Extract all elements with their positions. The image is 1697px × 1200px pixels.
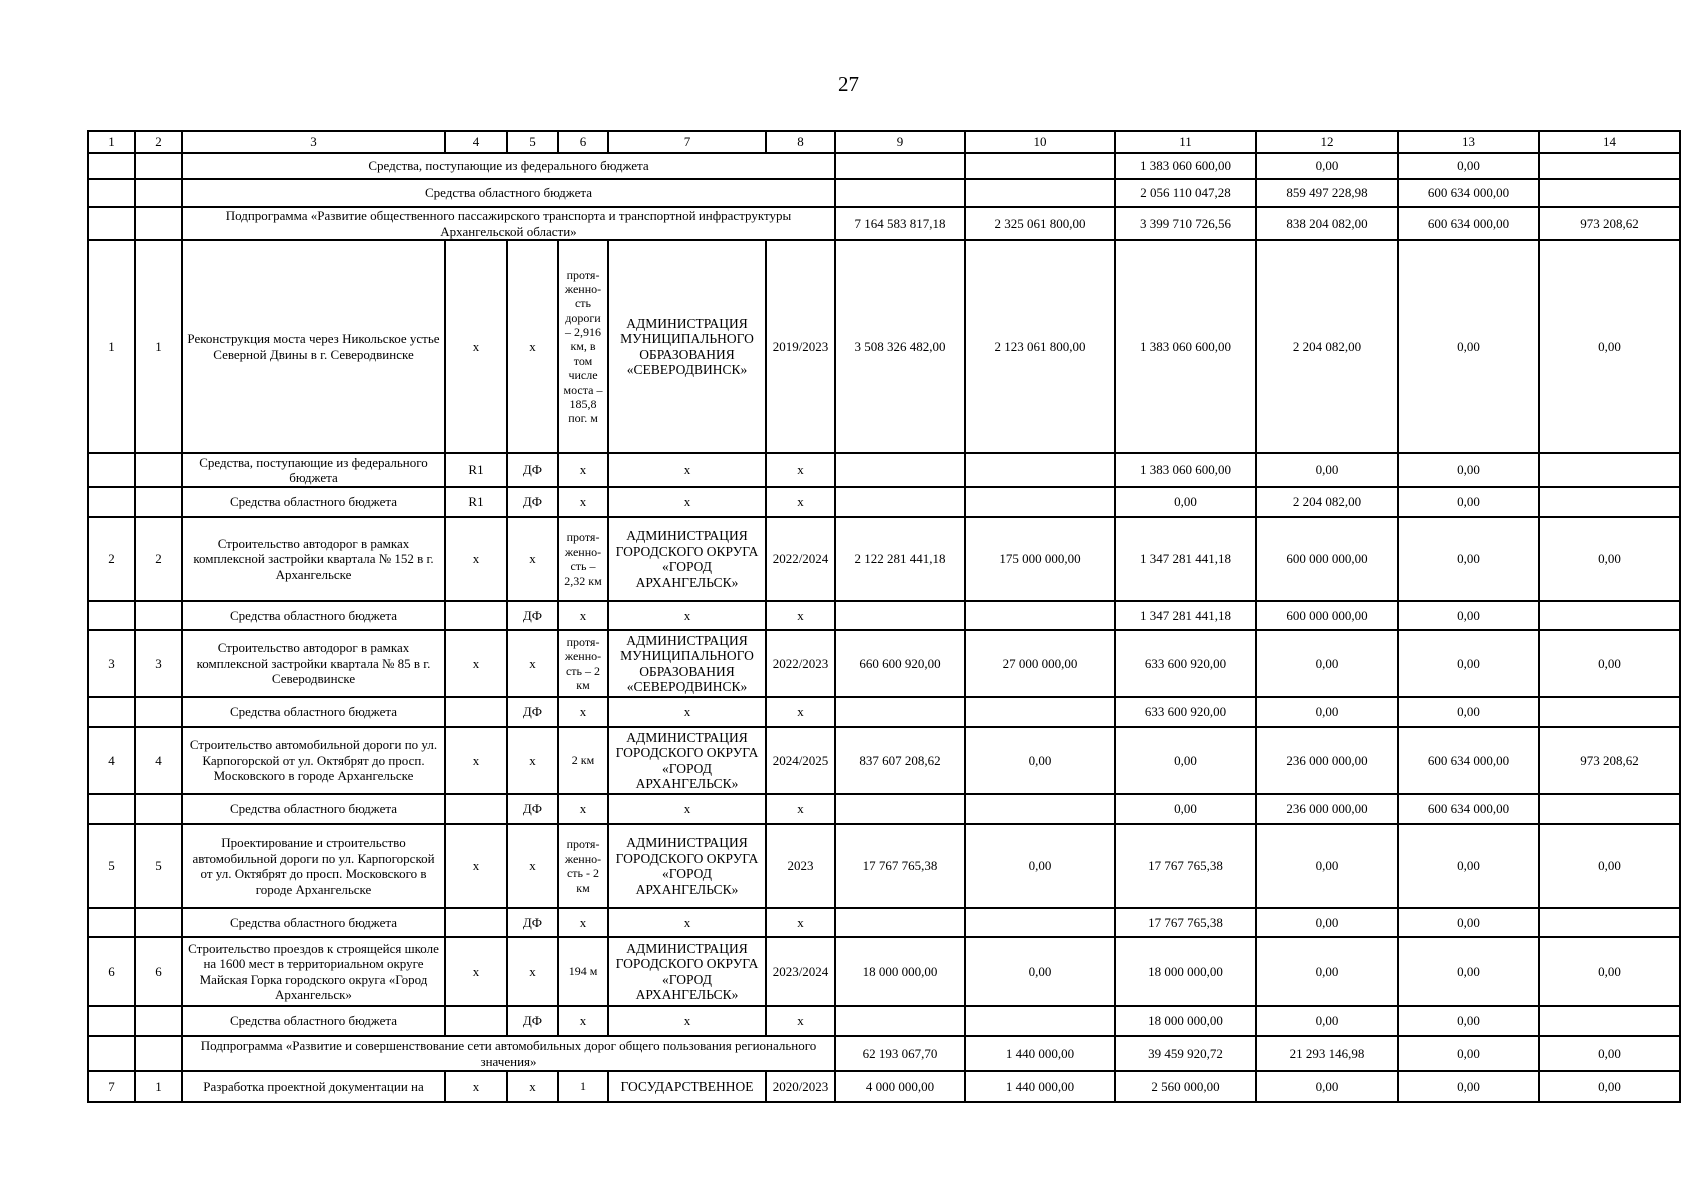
row-number: 1: [88, 240, 135, 453]
amount-cell: 1 383 060 600,00: [1115, 240, 1256, 453]
code-cell: ДФ: [507, 697, 558, 727]
project-row: [88, 1071, 1680, 1102]
code-cell: х: [558, 908, 608, 937]
period-cell: 2020/2023: [766, 1071, 835, 1102]
customer-cell: АДМИНИСТРАЦИЯ ГОРОДСКОГО ОКРУГА «ГОРОД АРХАНГЕЛЬСК»: [608, 517, 766, 601]
header-cell: 10: [965, 131, 1115, 153]
funding-label: Средства областного бюджета: [182, 179, 835, 207]
amount-cell: 0,00: [965, 937, 1115, 1006]
amount-cell: [1539, 453, 1680, 487]
amount-cell: 0,00: [1398, 1006, 1539, 1036]
amount-cell: 0,00: [1256, 908, 1398, 937]
row-number: 6: [88, 937, 135, 1006]
amount-cell: 0,00: [1539, 240, 1680, 453]
amount-cell: [835, 601, 965, 630]
amount-cell: 0,00: [1398, 601, 1539, 630]
code-cell: х: [766, 908, 835, 937]
amount-cell: 21 293 146,98: [1256, 1036, 1398, 1071]
amount-cell: [1539, 179, 1680, 207]
code-cell: х: [558, 697, 608, 727]
code-cell: х: [507, 937, 558, 1006]
amount-cell: 0,00: [1398, 517, 1539, 601]
empty-cell: [88, 153, 135, 179]
row-number: 7: [88, 1071, 135, 1102]
project-name: Проектирование и строительство автомобильной дороги по ул. Карпогорской от ул. Октябрят до просп. Московского в городе Архангельске: [182, 824, 445, 908]
empty-cell: [135, 1036, 182, 1071]
funding-source-row: [88, 908, 1680, 937]
amount-cell: 17 767 765,38: [835, 824, 965, 908]
amount-cell: 0,00: [1398, 1036, 1539, 1071]
empty-cell: [88, 908, 135, 937]
amount-cell: 0,00: [1115, 487, 1256, 517]
amount-cell: 0,00: [1256, 1006, 1398, 1036]
period-cell: 2024/2025: [766, 727, 835, 794]
amount-cell: 0,00: [1539, 1036, 1680, 1071]
amount-cell: 0,00: [1539, 1071, 1680, 1102]
amount-cell: 0,00: [1398, 630, 1539, 697]
header-cell: 3: [182, 131, 445, 153]
code-cell: х: [445, 1071, 507, 1102]
amount-cell: 236 000 000,00: [1256, 794, 1398, 824]
header-cell: 1: [88, 131, 135, 153]
code-cell: х: [608, 794, 766, 824]
sub-number: 3: [135, 630, 182, 697]
amount-cell: 1 440 000,00: [965, 1036, 1115, 1071]
amount-cell: 27 000 000,00: [965, 630, 1115, 697]
code-cell: х: [608, 908, 766, 937]
amount-cell: [965, 697, 1115, 727]
amount-cell: 0,00: [1398, 1071, 1539, 1102]
sub-number: 6: [135, 937, 182, 1006]
project-name: Строительство автодорог в рамках комплексной застройки квартала № 85 в г. Северодвинске: [182, 630, 445, 697]
code-cell: х: [558, 453, 608, 487]
amount-cell: 838 204 082,00: [1256, 207, 1398, 240]
empty-cell: [135, 487, 182, 517]
amount-cell: [965, 908, 1115, 937]
empty-cell: [135, 794, 182, 824]
amount-cell: [965, 794, 1115, 824]
empty-cell: [88, 1036, 135, 1071]
amount-cell: 0,00: [1398, 908, 1539, 937]
amount-cell: [965, 1006, 1115, 1036]
amount-cell: 0,00: [1398, 153, 1539, 179]
amount-cell: 633 600 920,00: [1115, 630, 1256, 697]
amount-cell: 600 634 000,00: [1398, 794, 1539, 824]
period-cell: 2022/2024: [766, 517, 835, 601]
funding-label: Средства областного бюджета: [182, 1006, 445, 1036]
customer-cell: АДМИНИСТРАЦИЯ МУНИЦИПАЛЬНОГО ОБРАЗОВАНИЯ «СЕВЕРОДВИНСК»: [608, 630, 766, 697]
code-cell: ДФ: [507, 487, 558, 517]
project-name: Строительство проездов к строящейся школе на 1600 мест в территориальном округе Майская Горка городского округа «Город Архангельск»: [182, 937, 445, 1006]
amount-cell: [1539, 1006, 1680, 1036]
project-row: [88, 630, 1680, 697]
amount-cell: 18 000 000,00: [835, 937, 965, 1006]
code-cell: х: [507, 240, 558, 453]
project-row: [88, 824, 1680, 908]
amount-cell: 0,00: [1256, 697, 1398, 727]
header-cell: 11: [1115, 131, 1256, 153]
amount-cell: [965, 179, 1115, 207]
amount-cell: [835, 153, 965, 179]
code-cell: х: [766, 1006, 835, 1036]
amount-cell: 0,00: [1256, 453, 1398, 487]
funding-row: [88, 153, 1680, 179]
amount-cell: [1539, 794, 1680, 824]
customer-cell: ГОСУДАРСТВЕННОЕ: [608, 1071, 766, 1102]
amount-cell: 236 000 000,00: [1256, 727, 1398, 794]
funding-label: Средства, поступающие из федерального бюджета: [182, 453, 445, 487]
amount-cell: 859 497 228,98: [1256, 179, 1398, 207]
amount-cell: 0,00: [965, 727, 1115, 794]
customer-cell: АДМИНИСТРАЦИЯ ГОРОДСКОГО ОКРУГА «ГОРОД АРХАНГЕЛЬСК»: [608, 824, 766, 908]
header-cell: 12: [1256, 131, 1398, 153]
code-cell: х: [445, 630, 507, 697]
amount-cell: 3 508 326 482,00: [835, 240, 965, 453]
amount-cell: 0,00: [1398, 937, 1539, 1006]
code-cell: х: [608, 697, 766, 727]
code-cell: х: [445, 824, 507, 908]
code-cell: х: [445, 517, 507, 601]
amount-cell: [965, 487, 1115, 517]
code-cell: [445, 1006, 507, 1036]
amount-cell: 0,00: [1256, 630, 1398, 697]
project-name: Строительство автомобильной дороги по ул. Карпогорской от ул. Октябрят до просп. Московского в городе Архангельске: [182, 727, 445, 794]
funding-label: Средства, поступающие из федерального бюджета: [182, 153, 835, 179]
row-number: 2: [88, 517, 135, 601]
code-cell: х: [507, 517, 558, 601]
subprogram-title: Подпрограмма «Развитие общественного пассажирского транспорта и транспортной инфраструктуры Архангельской области»: [182, 207, 835, 240]
customer-cell: АДМИНИСТРАЦИЯ ГОРОДСКОГО ОКРУГА «ГОРОД АРХАНГЕЛЬСК»: [608, 727, 766, 794]
amount-cell: 0,00: [1398, 697, 1539, 727]
funding-row: [88, 179, 1680, 207]
amount-cell: 0,00: [1539, 517, 1680, 601]
capacity-cell: 1: [558, 1071, 608, 1102]
amount-cell: 175 000 000,00: [965, 517, 1115, 601]
amount-cell: [835, 794, 965, 824]
period-cell: 2023: [766, 824, 835, 908]
amount-cell: [835, 1006, 965, 1036]
capacity-cell: 2 км: [558, 727, 608, 794]
code-cell: х: [558, 1006, 608, 1036]
code-cell: х: [766, 697, 835, 727]
amount-cell: 18 000 000,00: [1115, 1006, 1256, 1036]
amount-cell: 600 634 000,00: [1398, 727, 1539, 794]
amount-cell: 4 000 000,00: [835, 1071, 965, 1102]
amount-cell: 0,00: [1256, 824, 1398, 908]
amount-cell: 973 208,62: [1539, 727, 1680, 794]
amount-cell: 0,00: [1256, 1071, 1398, 1102]
customer-cell: АДМИНИСТРАЦИЯ ГОРОДСКОГО ОКРУГА «ГОРОД АРХАНГЕЛЬСК»: [608, 937, 766, 1006]
empty-cell: [88, 601, 135, 630]
header-cell: 6: [558, 131, 608, 153]
code-cell: х: [608, 487, 766, 517]
amount-cell: 600 634 000,00: [1398, 207, 1539, 240]
period-cell: 2019/2023: [766, 240, 835, 453]
code-cell: х: [766, 487, 835, 517]
subprogram-row: [88, 1036, 1680, 1071]
code-cell: ДФ: [507, 1006, 558, 1036]
code-cell: [445, 601, 507, 630]
code-cell: [445, 908, 507, 937]
sub-number: 4: [135, 727, 182, 794]
code-cell: х: [766, 601, 835, 630]
empty-cell: [88, 179, 135, 207]
sub-number: 1: [135, 1071, 182, 1102]
project-row: [88, 937, 1680, 1006]
empty-cell: [135, 453, 182, 487]
row-number: 3: [88, 630, 135, 697]
amount-cell: 0,00: [1398, 824, 1539, 908]
amount-cell: 1 347 281 441,18: [1115, 601, 1256, 630]
empty-cell: [135, 179, 182, 207]
amount-cell: [835, 179, 965, 207]
amount-cell: 600 634 000,00: [1398, 179, 1539, 207]
code-cell: R1: [445, 453, 507, 487]
capacity-cell: 194 м: [558, 937, 608, 1006]
code-cell: х: [608, 453, 766, 487]
header-row: [88, 131, 1680, 153]
code-cell: х: [445, 937, 507, 1006]
funding-label: Средства областного бюджета: [182, 794, 445, 824]
amount-cell: 2 560 000,00: [1115, 1071, 1256, 1102]
budget-table: [87, 130, 1681, 1103]
header-cell: 13: [1398, 131, 1539, 153]
amount-cell: [835, 453, 965, 487]
amount-cell: 2 325 061 800,00: [965, 207, 1115, 240]
amount-cell: [965, 453, 1115, 487]
funding-source-row: [88, 794, 1680, 824]
amount-cell: 1 440 000,00: [965, 1071, 1115, 1102]
capacity-cell: протяженность дороги – 2,916 км, в том числе моста – 185,8 пог. м: [558, 240, 608, 453]
empty-cell: [88, 1006, 135, 1036]
funding-label: Средства областного бюджета: [182, 908, 445, 937]
amount-cell: [965, 153, 1115, 179]
amount-cell: 0,00: [1115, 727, 1256, 794]
amount-cell: 17 767 765,38: [1115, 908, 1256, 937]
empty-cell: [135, 908, 182, 937]
amount-cell: 2 204 082,00: [1256, 487, 1398, 517]
empty-cell: [135, 153, 182, 179]
capacity-cell: протяженность - 2 км: [558, 824, 608, 908]
amount-cell: 0,00: [1256, 937, 1398, 1006]
code-cell: [445, 794, 507, 824]
amount-cell: 1 383 060 600,00: [1115, 453, 1256, 487]
funding-label: Средства областного бюджета: [182, 697, 445, 727]
amount-cell: 1 347 281 441,18: [1115, 517, 1256, 601]
header-cell: 7: [608, 131, 766, 153]
code-cell: х: [558, 487, 608, 517]
amount-cell: 3 399 710 726,56: [1115, 207, 1256, 240]
amount-cell: [1539, 487, 1680, 517]
subprogram-row: [88, 207, 1680, 240]
page-number: 27: [838, 72, 859, 96]
period-cell: 2022/2023: [766, 630, 835, 697]
code-cell: х: [558, 601, 608, 630]
amount-cell: [1539, 153, 1680, 179]
amount-cell: 0,00: [1256, 153, 1398, 179]
empty-cell: [135, 1006, 182, 1036]
code-cell: х: [608, 1006, 766, 1036]
amount-cell: 39 459 920,72: [1115, 1036, 1256, 1071]
code-cell: х: [558, 794, 608, 824]
code-cell: х: [445, 240, 507, 453]
sub-number: 5: [135, 824, 182, 908]
amount-cell: 1 383 060 600,00: [1115, 153, 1256, 179]
amount-cell: 0,00: [965, 824, 1115, 908]
amount-cell: [835, 487, 965, 517]
amount-cell: 0,00: [1539, 824, 1680, 908]
row-number: 4: [88, 727, 135, 794]
code-cell: ДФ: [507, 908, 558, 937]
amount-cell: 17 767 765,38: [1115, 824, 1256, 908]
amount-cell: [1539, 908, 1680, 937]
customer-cell: АДМИНИСТРАЦИЯ МУНИЦИПАЛЬНОГО ОБРАЗОВАНИЯ «СЕВЕРОДВИНСК»: [608, 240, 766, 453]
amount-cell: [1539, 697, 1680, 727]
empty-cell: [135, 697, 182, 727]
code-cell: х: [766, 453, 835, 487]
project-row: [88, 240, 1680, 453]
code-cell: ДФ: [507, 601, 558, 630]
amount-cell: 18 000 000,00: [1115, 937, 1256, 1006]
funding-source-row: [88, 601, 1680, 630]
amount-cell: 973 208,62: [1539, 207, 1680, 240]
code-cell: ДФ: [507, 453, 558, 487]
funding-source-row: [88, 453, 1680, 487]
amount-cell: 0,00: [1398, 240, 1539, 453]
amount-cell: 0,00: [1398, 487, 1539, 517]
funding-label: Средства областного бюджета: [182, 601, 445, 630]
amount-cell: [965, 601, 1115, 630]
empty-cell: [135, 601, 182, 630]
subprogram-title: Подпрограмма «Развитие и совершенствование сети автомобильных дорог общего пользования регионального значения»: [182, 1036, 835, 1071]
code-cell: х: [507, 727, 558, 794]
row-number: 5: [88, 824, 135, 908]
code-cell: х: [507, 630, 558, 697]
empty-cell: [88, 697, 135, 727]
amount-cell: 2 056 110 047,28: [1115, 179, 1256, 207]
empty-cell: [88, 207, 135, 240]
code-cell: х: [507, 1071, 558, 1102]
capacity-cell: протяженность – 2 км: [558, 630, 608, 697]
sub-number: 2: [135, 517, 182, 601]
project-name: Реконструкция моста через Никольское устье Северной Двины в г. Северодвинске: [182, 240, 445, 453]
empty-cell: [88, 794, 135, 824]
amount-cell: [1539, 601, 1680, 630]
code-cell: R1: [445, 487, 507, 517]
code-cell: х: [507, 824, 558, 908]
project-name: Строительство автодорог в рамках комплексной застройки квартала № 152 в г. Архангельске: [182, 517, 445, 601]
amount-cell: [835, 697, 965, 727]
header-cell: 9: [835, 131, 965, 153]
amount-cell: 7 164 583 817,18: [835, 207, 965, 240]
period-cell: 2023/2024: [766, 937, 835, 1006]
project-row: [88, 517, 1680, 601]
amount-cell: 0,00: [1539, 630, 1680, 697]
code-cell: х: [766, 794, 835, 824]
header-cell: 14: [1539, 131, 1680, 153]
code-cell: [445, 697, 507, 727]
empty-cell: [88, 453, 135, 487]
amount-cell: 2 123 061 800,00: [965, 240, 1115, 453]
amount-cell: 0,00: [1398, 453, 1539, 487]
header-cell: 8: [766, 131, 835, 153]
amount-cell: 0,00: [1539, 937, 1680, 1006]
capacity-cell: протяженность – 2,32 км: [558, 517, 608, 601]
empty-cell: [135, 207, 182, 240]
amount-cell: 2 122 281 441,18: [835, 517, 965, 601]
amount-cell: 2 204 082,00: [1256, 240, 1398, 453]
amount-cell: 660 600 920,00: [835, 630, 965, 697]
header-cell: 5: [507, 131, 558, 153]
sub-number: 1: [135, 240, 182, 453]
funding-source-row: [88, 1006, 1680, 1036]
funding-label: Средства областного бюджета: [182, 487, 445, 517]
project-name: Разработка проектной документации на: [182, 1071, 445, 1102]
amount-cell: [835, 908, 965, 937]
empty-cell: [88, 487, 135, 517]
amount-cell: 0,00: [1115, 794, 1256, 824]
code-cell: х: [445, 727, 507, 794]
code-cell: ДФ: [507, 794, 558, 824]
funding-source-row: [88, 487, 1680, 517]
funding-source-row: [88, 697, 1680, 727]
project-row: [88, 727, 1680, 794]
amount-cell: 837 607 208,62: [835, 727, 965, 794]
header-cell: 2: [135, 131, 182, 153]
amount-cell: 600 000 000,00: [1256, 601, 1398, 630]
amount-cell: 633 600 920,00: [1115, 697, 1256, 727]
amount-cell: 600 000 000,00: [1256, 517, 1398, 601]
header-cell: 4: [445, 131, 507, 153]
code-cell: х: [608, 601, 766, 630]
amount-cell: 62 193 067,70: [835, 1036, 965, 1071]
